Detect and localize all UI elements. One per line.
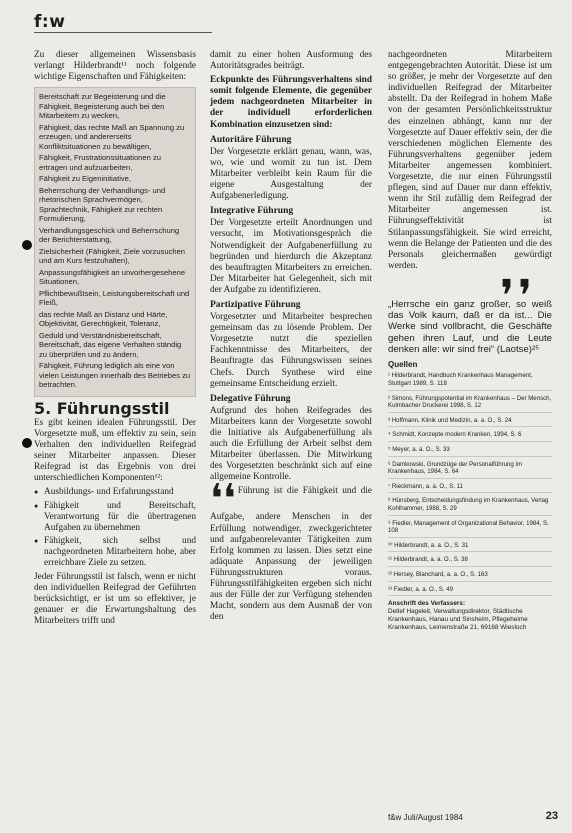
intro-paragraph: Zu dieser allgemeinen Wissensbasis verlangt Hilderbrandt¹¹ noch folgende wichtige Eigenschaften und Fähigkeiten:	[34, 50, 196, 83]
qualities-box	[34, 87, 196, 397]
laotse-quote: „Herrsche ein ganz großer, so weiß das Volk kaum, daß er da ist... Die Werke sind vollbracht, die Geschäfte gehen ihren Lauf, und die Leute denken alle: wir sind frei“ (Laotse)²⁵	[388, 298, 552, 356]
quote-mark-icon: ❜	[518, 270, 533, 322]
margin-dot	[22, 438, 32, 448]
box-item: Geduld und Verständnisbereitschaft, Bereitschaft, das eigene Verhalten ständig zu überprüfen und zu ändern,	[39, 330, 182, 359]
quote-marks-icon: ❛❛	[210, 476, 236, 523]
source-item: ⁴ Schmidt, Konzepte modern Kranken, 1994, S. 6	[388, 431, 552, 442]
box-item: Fähigkeit, Führung lediglich als eine von vielen Leistungen innerhalb des Betriebes zu betrachten.	[39, 361, 191, 390]
paragraph: damit zu einer hohen Ausformung des Autoritätsgrades beiträgt.	[210, 50, 372, 72]
box-item: Zielsicherheit (Fähigkeit, Ziele vorzusuchen und am Kurs festzuhalten),	[39, 246, 186, 266]
source-item: ¹³ Fiedler, a. a. O., S. 49	[388, 586, 552, 597]
paragraph: Aufgrund des hohen Reifegrades des Mitarbeiters kann der Vorgesetzte sowohl die Initiative als Aufgabenerfüllung als auch die Erfüllung der Arbeit selbst dem Mitarbeiter überlassen. Die Mitwirkung des Vorgesetzten beschränkt sich auf eine allgemeine Kontrolle.	[210, 405, 372, 483]
page-number: 23	[545, 810, 558, 822]
sources-list	[388, 372, 552, 596]
source-item: ² Simons, Führungspotential im Krankenhaus – Der Mensch, Kulmbacher Druckerei 1998, S. 12	[388, 395, 552, 413]
quote-text: Führung ist die Fähigkeit und die Aufgabe, andere Menschen in der Erfüllung notwendiger, zweckgerichteter und aufgabenrelevanter Tätigkeiten zum Erfolg kommen zu lassen. Dies setzt eine adäquate Anpassung der jeweiligen Führungsstrukturen voraus. Führungsstilfähigkeiten ergeben sich nicht aus der Fülle der zur Verfügung stehenden Macht, sondern aus dem Ausmaß der von den	[210, 486, 372, 623]
box-item: Bereitschaft zur Begeisterung und die Fähigkeit, Begeisterung auch bei den Mitarbeitern zu wecken,	[39, 92, 166, 121]
paragraph: Es gibt keinen idealen Führungsstil. Der Vorgesetzte muß, um effektiv zu sein, sein Verhalten den individuellen Reifegrad seiner Mitarbeiter anpassen. Dieser Reifegrad ist das Ergebnis von drei unterschiedlichen Komponenten¹²:	[34, 417, 196, 484]
source-item: ⁷ Rieckmann, a. a. O., S. 11	[388, 483, 552, 494]
column-2	[210, 50, 372, 626]
box-item: Fähigkeit, das rechte Maß an Spannung zu erzeugen, und andererseits Konfliktsituationen zu bewältigen,	[39, 122, 185, 151]
journal-logo: f:w	[34, 12, 66, 32]
box-item: das rechte Maß an Distanz und Härte, Objektivität, Gerechtigkeit, Toleranz,	[39, 309, 168, 329]
subheading: Integrative Führung	[210, 206, 294, 217]
components-list	[34, 487, 196, 569]
address-title: Anschrift des Verfassers:	[388, 600, 466, 608]
paragraph: Der Vorgesetzte erklärt genau, wann, was, wo, wie und womit zu tun ist. Dem Mitarbeiter verbleibt kein Raum für die eigene Ausgestaltung der Aufgabenerledigung.	[210, 146, 372, 202]
paragraph: Vorgesetzter und Mitarbeiter besprechen gemeinsam das zu lösende Problem. Der Vorgesetzte nutzt die speziellen Fachkenntnisse des Mitarbeiters, der Beauftragte das Führungswissen seines Chefs. Durch Synthese wird eine gemeinsame Entscheidung erzielt.	[210, 312, 372, 389]
source-item: ⁹ Fiedler, Management of Organizational Behavior, 1984, S. 108	[388, 520, 552, 538]
paragraph: nachgeordneten Mitarbeitern entgegengebrachten Autorität. Diese ist um so größer, je mehr der Vorgesetzte auf den individuellen Reifegrad der Mitarbeiter abstellt. Da der Reifegrad in hohem Maße von der gesamten Persönlichkeitsstruktur des einzelnen abhängt, kann nur der Vorgesetzte auf Dauer effektiv sein, der die verschiedenen möglichen Elemente des Führungsverhaltens gegenüber jedem Mitarbeiter angemessen kombiniert. Vorgesetzte, die nur einen Führungsstil pflegen, sind auf Dauer nur dann effektiv, wenn ihr Stil zufällig dem Reifegrad der Mitarbeiter angemessen ist. Führungseffektivität ist Stilanpassungsfähigkeit. Sie wird erreicht, wenn die Belange der Patienten und die des Personals gleichermaßen gewürdigt werden.	[388, 50, 552, 271]
box-item: Beherrschung der Verhandlungs- und rhetorischen Sprachvermögen, Sprachtechnik, Fähigkeit zur rechten Formulierung,	[39, 185, 166, 224]
source-item: ¹⁰ Hilderbrandt, a. a. O., S. 31	[388, 542, 552, 553]
quote-mark-icon: ❜	[500, 270, 515, 322]
column-1	[34, 50, 196, 631]
paragraph: Der Vorgesetzte erteilt Anordnungen und versucht, im Motivationsgespräch die Notwendigkeit der Aufgabenerfüllung zu begründen und hierdurch die Akzeptanz des beauftragten Mitarbeiters zu erreichen. Der Mitarbeiter hat Gelegenheit, sich mit der Aufgabe zu identifizieren.	[210, 218, 372, 295]
source-item: ⁵ Meyer, a. a. O., S. 33	[388, 446, 552, 457]
section-heading: 5. Führungsstil	[34, 398, 170, 418]
box-item: Fähigkeit zu Eigeninitiative,	[39, 174, 132, 184]
margin-dot	[22, 240, 32, 250]
box-item: Pflichtbewußtsein, Leistungsbereitschaft und Fleiß,	[39, 288, 190, 308]
quote-marks	[388, 270, 552, 322]
box-item: Anpassungsfähigkeit an unvorhergesehene Situationen,	[39, 267, 186, 287]
header-rule	[34, 32, 212, 33]
list-item: ● Ausbildungs- und Erfahrungsstand	[34, 487, 196, 498]
source-item: ¹¹ Hilderbrandt, a. a. O., S. 38	[388, 556, 552, 567]
source-item: ¹ Hilderbrandt, Handbuch Krankenhaus Management, Stuttgart 1989, S. 118	[388, 372, 552, 390]
box-item: Verhandlungsgeschick und Beherrschung der Berichterstattung,	[39, 225, 180, 245]
author-address	[388, 600, 552, 632]
source-item: ⁶ Damkowski, Grundzüge der Personalführung im Krankenhaus, 1984, S. 64	[388, 461, 552, 479]
list-item: ● Fähigkeit und Bereitschaft, Verantwortung für die übertragenen Aufgaben zu übernehmen	[34, 501, 196, 534]
subheading: Autoritäre Führung	[210, 134, 292, 145]
box-item: Fähigkeit, Frustrationssituationen zu ertragen und aufzuarbeiten,	[39, 153, 161, 172]
sources-title: Quellen	[388, 360, 418, 370]
address-text: Detlef Hageleit, Verwaltungsdirektor, Städtische Krankenhaus, Hanau und Sinsheim, Pflegeheime Krankenhaus, Leimenstraße 21, 69168 Wiesloch	[388, 608, 528, 632]
quote-paragraph	[210, 476, 372, 623]
column-3	[388, 50, 552, 632]
source-item: ⁸ Hünsberg, Entscheidungsfindung im Krankenhaus, Verlag Kohlhammer, 1988, S. 29	[388, 497, 552, 515]
source-item: ³ Hoffmann, Klinik und Medizin, a. a. O., S. 24	[388, 417, 552, 428]
list-item: ● Fähigkeit, sich selbst und nachgeordneten Mitarbeitern hohe, aber erreichbare Ziele zu setzen.	[34, 536, 196, 569]
subheading: Partizipative Führung	[210, 299, 301, 310]
page-footer	[388, 810, 558, 822]
bold-paragraph: Eckpunkte des Führungsverhaltens sind somit folgende Elemente, die gegenüber jedem nachgeordneten Mitarbeiter in der individuell erforderlichen Kombination einzusetzen sind:	[210, 75, 372, 130]
journal-issue: f&w Juli/August 1984	[388, 813, 463, 822]
paragraph: Jeder Führungsstil ist falsch, wenn er nicht den individuellen Reifegrad der Geführten berücksichtigt, er ist um so effektiver, je genauer er die Erwartungshaltung des Mitarbeiters trifft und	[34, 572, 196, 627]
subheading: Delegative Führung	[210, 393, 291, 404]
source-item: ¹² Hersey, Blanchard, a. a. O., S. 163	[388, 571, 552, 582]
